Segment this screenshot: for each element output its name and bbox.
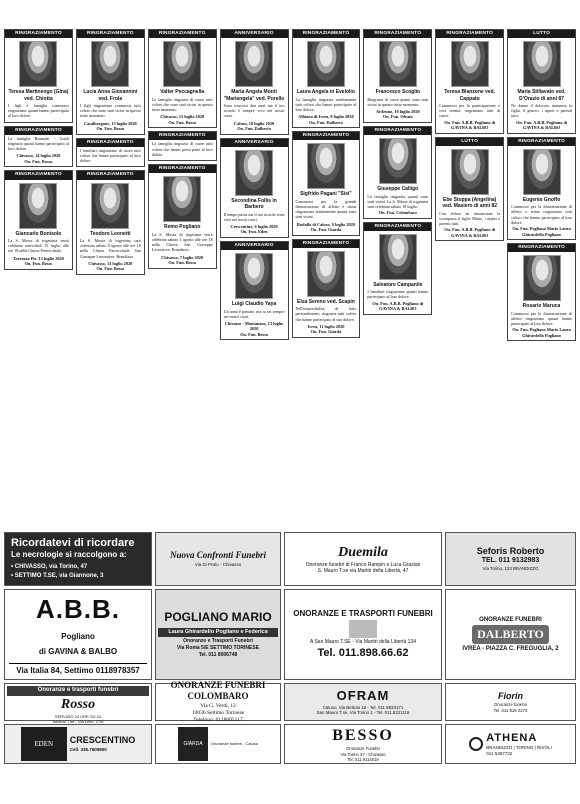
obituary-place-date: Casalborgone, 13 luglio 2020 (83, 120, 137, 126)
deceased-name: Remo Pogliano (163, 224, 201, 231)
obituary-header: LUTTO (508, 30, 575, 38)
obituary-text: La famiglia ringrazia di cuore tutti coloro che hanno preso parte al loro dolore. (151, 141, 213, 157)
obituary-place-date: Chivasso - Montanaro, 13 luglio 2020 (224, 320, 284, 332)
portrait-photo (235, 41, 273, 87)
reminder-title: Ricordatevi di ricordare (11, 537, 135, 549)
obituary-place-date: Chivasso, 7 luglio 2020 (161, 254, 204, 260)
deceased-name: Ebe Stoppa (Angelina) ved. Masiero di anni 82 (442, 196, 498, 210)
giarda-text: Onoranze funebri - Caluso (211, 741, 258, 747)
obituary-card (76, 170, 145, 274)
obituary-text: Un anno è passato, ma tu sei sempre nei nostri cuori. (223, 308, 285, 319)
obituary-card (363, 126, 432, 219)
obituary-card (363, 222, 432, 315)
colombaro-city: 10036 Settimo Torinese (191, 710, 245, 716)
colombaro-tel: Telefono: 0118005117 (193, 717, 243, 724)
funeral-home: On. Fun. Eden (240, 229, 268, 235)
obituary-card (4, 170, 73, 269)
portrait-photo (91, 183, 129, 229)
abb-name: A.B.B. (36, 594, 120, 624)
obituary-column (4, 29, 73, 509)
seforis-address: Via Torino, 133 BRANDIZZO (482, 566, 539, 572)
deceased-name: Luigi Claudio Yaya (231, 301, 277, 308)
obituary-header: LUTTO (436, 138, 503, 146)
reminder-location: • SETTIMO T.SE, via Giannone, 3 (11, 572, 104, 579)
funeral-home: On. Fun. Dalberto (237, 126, 271, 132)
pogliano-mario-bar: Laura Ghirardello Pogliano e Federica (158, 628, 278, 637)
obituary-text: I familiari ringraziano di cuore tutti coloro che hanno partecipato al loro dolore. (79, 147, 141, 164)
obituary-place-date: Rodallo di Caluso, 9 luglio 2020 (296, 221, 355, 227)
ofram-ad (284, 683, 442, 721)
obituary-text: I familiari ringraziano quanti hanno partecipato al loro dolore. (367, 289, 429, 300)
obituary-card (76, 138, 145, 168)
obituary-text: I figli ringraziano commossi tutti coloro che sono stati vicini in questo triste momento. (79, 102, 141, 119)
obituary-text: Ne danno il doloroso annuncio la figlia, il genero, i nipoti e parenti tutti. (511, 102, 572, 119)
deceased-name: Rosario Maruca (522, 303, 561, 310)
athena-sub: BRANDIZZO | TORINO | RIVOLI (486, 745, 552, 751)
reminder-ad (4, 532, 152, 586)
obituary-card (4, 29, 73, 123)
besso-address: Via Torino 47 - Chivasso (340, 751, 386, 757)
obituary-header: ANNIVERSARIO (221, 30, 288, 38)
saia-name: ONORANZE E TRASPORTI FUNEBRI (293, 609, 433, 619)
pogliano-mario-line: Onoranze e Trasporti Funebri (183, 637, 253, 644)
obituary-card (292, 131, 361, 235)
obituary-column (507, 29, 576, 509)
portrait-photo (19, 41, 57, 87)
rosso-address: Settimo T.se - Via Leinì, 27/b (52, 718, 104, 724)
obituary-card (148, 164, 217, 268)
portrait-photo (379, 41, 417, 87)
deceased-name: Laura Angela in Evelolio (296, 89, 355, 96)
obituary-header: RINGRAZIAMENTO (508, 244, 575, 252)
deceased-name: Teresa Blanzone ved. Cappato (444, 89, 496, 102)
reminder-location: • CHIVASSO, via Torino, 47 (11, 564, 88, 571)
obituary-text: Commossi per la partecipazione e così sentita, ringraziano tutti di cuore. (439, 102, 501, 119)
eden-logo: EDEN (21, 727, 67, 761)
obituary-text: Commossi per la dimostrazione di affetto ringraziano quanti hanno partecipato al loro dolore. (511, 310, 572, 327)
obituary-place-date: Caluso, 10 luglio 2020 (234, 120, 275, 126)
saia-logo-icon (349, 620, 377, 638)
deceased-name: Salvatore Campanile (373, 281, 423, 288)
saia-address: A San Mauro T.SE - Via Martiri della Libertà 134 (310, 639, 416, 646)
obituary-text: La famiglia ringrazia quanti sono stati vicini. La S. Messa di trigesima sarà celebrata sabato 18 luglio. (367, 193, 429, 209)
portrait-photo (19, 183, 57, 229)
saia-tel: Tel. 011.898.66.62 (317, 646, 409, 659)
obituary-header: RINGRAZIAMENTO (364, 127, 431, 135)
obituary-header: RINGRAZIAMENTO (5, 171, 72, 179)
obituary-header: RINGRAZIAMENTO (364, 30, 431, 38)
obituary-header: ANNIVERSARIO (221, 242, 288, 250)
obituary-text: Nell'impossibilità di farlo personalmente, ringrazia tutti coloro che hanno partecipato al suo dolore. (295, 306, 357, 322)
funeral-home: On. Fun. Pogliano Mario Laura Ghirardello Pogliano (512, 226, 571, 237)
obituary-text: La S. Messa di trigesima verrà celebrata sabato 1 agosto alle ore 18 nella Chiesa San Giuseppe Lavoratore, Brandizzo. (151, 231, 213, 253)
funeral-home: On. Fun. A.B.B. Pogliano di GAVINA & BALBO (444, 227, 496, 238)
deceased-name: Eugenio Gnoffo (522, 196, 561, 203)
obituary-card (507, 243, 576, 341)
seforis-tel: TEL. 011 9132983 (481, 557, 540, 565)
athena-name: ATHENA (486, 732, 538, 745)
giarda-logo: GIARDA (178, 727, 208, 761)
eden-ad (4, 724, 152, 764)
obituary-column (435, 29, 504, 509)
obituary-header: RINGRAZIAMENTO (77, 139, 144, 147)
obituary-card (4, 126, 73, 168)
rosso-logo: Rosso (60, 696, 96, 712)
portrait-photo (163, 41, 201, 87)
duemila-name: Duemila (338, 544, 388, 560)
obituary-header: RINGRAZIAMENTO (364, 223, 431, 231)
obituary-header: RINGRAZIAMENTO (149, 165, 216, 173)
deceased-name: Giancarlo Bonisolo (15, 230, 62, 237)
deceased-name: Lucia Anna Giovannini ved. Frola (83, 89, 138, 102)
obituary-header: RINGRAZIAMENTO (77, 30, 144, 38)
rosso-line: SERVIZIO 24 ORE SU 24 (54, 713, 102, 719)
deceased-name: Maria Angela Monti "Mariangela" ved. Porello (223, 89, 285, 102)
obituary-header: RINGRAZIAMENTO (293, 132, 360, 140)
rosso-head: Onoranze e trasporti funebri (7, 686, 149, 696)
fiorin-tel: Tel. 011 919 2273 (493, 707, 528, 713)
colombaro-ad (155, 679, 281, 724)
abb-ad (4, 589, 152, 680)
obituary-place-date: Albiano di Ivrea, 8 luglio 2020 (298, 114, 354, 120)
deceased-name: Teresa Martinengo (Gina) ved. Chiotta (8, 89, 69, 102)
obituary-text: La famiglia ringrazia sentitamente tutti coloro che hanno partecipato al loro dolore. (295, 96, 357, 112)
abb-sub: Pogliano (61, 631, 95, 641)
obituary-header: RINGRAZIAMENTO (77, 171, 144, 179)
saia-ad (284, 589, 442, 680)
pogliano-mario-name: POGLIANO MARIO (164, 610, 272, 625)
obituary-card (435, 137, 504, 242)
dalberto-address: IVREA - PIAZZA C. FREGUGLIA, 2 (462, 646, 559, 653)
obituary-card (435, 29, 504, 134)
besso-ad (284, 724, 442, 764)
obituary-card (220, 241, 289, 340)
obituary-text: La famiglia Bonaudo - Guidi ringrazia quanti hanno partecipato al loro dolore. (8, 135, 69, 152)
portrait-photo (91, 41, 129, 87)
portrait-photo (379, 138, 417, 184)
portrait-photo (523, 255, 561, 301)
obituary-text: La S. Messa di trigesima verrà celebrata mercoledì 15 luglio alle ore 18 nella Chiesa Parrocchiale. (8, 237, 69, 254)
obituary-header: RINGRAZIAMENTO (293, 30, 360, 38)
portrait-photo (523, 149, 561, 195)
deceased-name: Giuseppe Calligo (377, 186, 419, 193)
obituary-card (76, 29, 145, 135)
funeral-home: On. Fun. Besso (24, 261, 53, 267)
besso-name: BESSO (332, 726, 394, 744)
athena-logo-icon (469, 737, 483, 751)
eden-text (70, 735, 136, 752)
obituary-card (292, 239, 361, 338)
funeral-home: On. Fun. Dalberto (309, 119, 343, 125)
abb-sub: di GAVINA & BALBO (38, 646, 118, 656)
dalberto-name: DALBERTO (472, 625, 549, 644)
ofram-line: San Mauro T.se, Via Torino 1 - Tel. 011.8221116 (316, 710, 410, 716)
portrait-photo (163, 176, 201, 222)
fiorin-name: Fiorin (498, 690, 523, 701)
obituary-text: Il tempo passa ma il tuo ricordo resta vivo nei nostri cuori. (223, 211, 285, 222)
besso-line: Onoranze Funebri (346, 746, 380, 752)
obituary-header: RINGRAZIAMENTO (436, 30, 503, 38)
obituary-header: RINGRAZIAMENTO (508, 138, 575, 146)
obituary-column (76, 29, 145, 509)
obituary-header: RINGRAZIAMENTO (149, 30, 216, 38)
obituary-column (148, 29, 217, 509)
obituary-place-date: Crescentino, 6 luglio 2020 (230, 223, 278, 229)
funeral-home: On. Fun. Besso (240, 331, 268, 337)
dalberto-sub: ONORANZE FUNEBRI (479, 617, 542, 624)
athena-ad (445, 724, 576, 764)
obituary-place-date: Ardeuno, 10 luglio 2020 (375, 108, 420, 114)
obituary-header: RINGRAZIAMENTO (149, 132, 216, 140)
colombaro-address: Via G. Verdi, 12 (200, 702, 236, 709)
obituary-column (363, 29, 432, 509)
ads-grid (4, 532, 576, 800)
funeral-home: On. Fun. Besso (96, 266, 125, 272)
portrait-photo (307, 251, 345, 297)
portrait-photo (235, 253, 273, 299)
portrait-photo (379, 234, 417, 280)
ofram-name: OFRAM (336, 688, 390, 704)
duemila-line: Onoranze funebri di Franco Rampin e Luca Grazian (305, 561, 421, 568)
athena-text (486, 731, 551, 757)
obituary-column (220, 29, 289, 509)
eden-tel: Cell. 335.7605900 (69, 746, 107, 752)
fiorin-ad (445, 683, 576, 721)
duemila-ad (284, 532, 442, 586)
funeral-home: On. Fun. Colombaro (378, 210, 417, 216)
ofram-line: Caluso, Via Bettoia 18 - Tel. 011.9833171 (322, 704, 404, 710)
obituary-text: Ringrazia di cuore quanti sono stati vicini in questo triste momento. (367, 96, 429, 107)
deceased-name: Teodoro Leonetti (90, 230, 131, 237)
dalberto-ad (445, 589, 576, 680)
obituary-card (363, 29, 432, 123)
obituary-header: RINGRAZIAMENTO (5, 127, 72, 135)
obituary-text: Sono trascorsi due anni ma il tuo ricordo è sempre vivo nei nostri cuori. (223, 102, 285, 119)
obituary-header: RINGRAZIAMENTO (5, 30, 72, 38)
obituary-card (292, 29, 361, 128)
obituary-text: La S. Messa di trigesima sarà celebrata sabato 8 agosto alle ore 18 nella Chiesa Parrocchiale San Giuseppe Lavoratore, Brandizzo. (79, 237, 141, 259)
obituary-card (507, 29, 576, 134)
pogliano-mario-tel: Tel. 011 8006748 (198, 652, 238, 659)
obituary-text: I figli e famiglia commossi ringraziano quanti hanno partecipato al loro dolore. (8, 102, 69, 119)
seforis-ad (445, 532, 576, 586)
colombaro-name: ONORANZE FUNEBRI COLOMBARO (170, 679, 266, 702)
funeral-home: On. Fun. Rosso (24, 158, 53, 164)
funeral-home: On. Fun. Besso (168, 260, 197, 265)
obituary-place-date: Torrazza Pie. 13 luglio 2020 (13, 255, 64, 261)
portrait-photo (451, 149, 489, 195)
obituary-place-date: Ivrea, 11 luglio 2020 (307, 323, 345, 329)
obituary-place-date: Chivasso, 14 luglio 2020 (16, 153, 61, 159)
portrait-photo (451, 41, 489, 87)
besso-tel: Tel. 011 9114519 (347, 756, 379, 762)
funeral-home: On. Fun. Giarda (310, 227, 342, 233)
obituary-columns (4, 29, 576, 509)
deceased-name: Elsa Sereno ved. Scapin (297, 298, 355, 305)
duemila-address: S. Mauro T.se via Martiri della Libertà, 47 (317, 567, 409, 574)
portrait-photo (307, 143, 345, 189)
giarda-ad (155, 724, 281, 764)
obituary-header: ANNIVERSARIO (221, 139, 288, 147)
obituary-text: Commossi per la dimostrazione di affetto e stima ringraziano tutti coloro che hanno partecipato al loro dolore. (511, 204, 572, 225)
abb-address: Via Italia 84, Settimo 0118978357 (9, 663, 147, 676)
funeral-home: On. Fun. Besso (96, 126, 125, 132)
funeral-home: On. Fun. A.B.B. Pogliano di GAVINA & BALBO (516, 119, 568, 131)
rosso-ad (4, 683, 152, 724)
portrait-photo (523, 41, 561, 87)
reminder-subtitle: Le necrologie si raccolgono a: (11, 550, 127, 560)
pogliano-mario-line: Via Roma 5/E SETTIMO TORINESE (176, 645, 260, 651)
nuova-name: Nuova Confronti Funebri (169, 550, 267, 561)
obituary-card (220, 29, 289, 135)
athena-tel: 011 5367732 (486, 751, 513, 757)
funeral-home: On. Fun. Besso (168, 119, 197, 125)
obituary-text: Con dolore ne annunciano la scomparsa il figlio Mario, i nipoti e parenti tutti. (439, 210, 501, 226)
seforis-name: Seforis Roberto (476, 545, 545, 556)
obituary-text: Commossi per la grande dimostrazione di affetto e stima ringraziano sentitamente quanti sono stati vicini. (295, 198, 357, 220)
obituary-card (148, 29, 217, 128)
obituary-place-date: Chivasso, 13 luglio 2020 (88, 260, 133, 266)
obituary-card (220, 138, 289, 238)
funeral-home: On. Fun. A.B.B. Pogliano di GAVINA & BALBO (372, 300, 424, 312)
obituary-card (507, 137, 576, 240)
nuova-ad (155, 532, 281, 586)
funeral-home: On. Fun. Giarda (310, 329, 342, 335)
deceased-name: Sigfrido Pagani "Sisi" (300, 191, 352, 198)
obituary-text: La famiglia ringrazia di cuore tutti coloro che sono stati vicini in questo triste momento. (151, 96, 213, 112)
obituary-column (292, 29, 361, 509)
pogliano-mario-ad (155, 589, 281, 680)
portrait-photo (307, 41, 345, 87)
eden-city: CRESCENTINO (69, 735, 136, 746)
funeral-home: On. Fun. Pogliano Mario Laura Ghirardello Pogliano (512, 327, 571, 338)
deceased-name: Francesco Scoglio (375, 89, 421, 96)
obituary-header: RINGRAZIAMENTO (293, 240, 360, 248)
obituary-card (148, 131, 217, 161)
funeral-home: On. Fun. Ofram (382, 114, 413, 120)
portrait-photo (235, 150, 273, 196)
deceased-name: Valter Peccagnella (160, 89, 205, 96)
fiorin-line: Onoranze funebri (493, 702, 528, 708)
deceased-name: Maria Stillavato ved. D'Orazio di anni 87 (517, 89, 566, 102)
obituary-place-date: Chivasso, 13 luglio 2020 (160, 114, 205, 120)
funeral-home: On. Fun. A.B.B. Pogliano di GAVINA & BALBO (444, 119, 496, 131)
nuova-address: Via Di Prato - Chivasso (194, 561, 242, 567)
deceased-name: Secondina Follis in Barbero (231, 197, 277, 211)
